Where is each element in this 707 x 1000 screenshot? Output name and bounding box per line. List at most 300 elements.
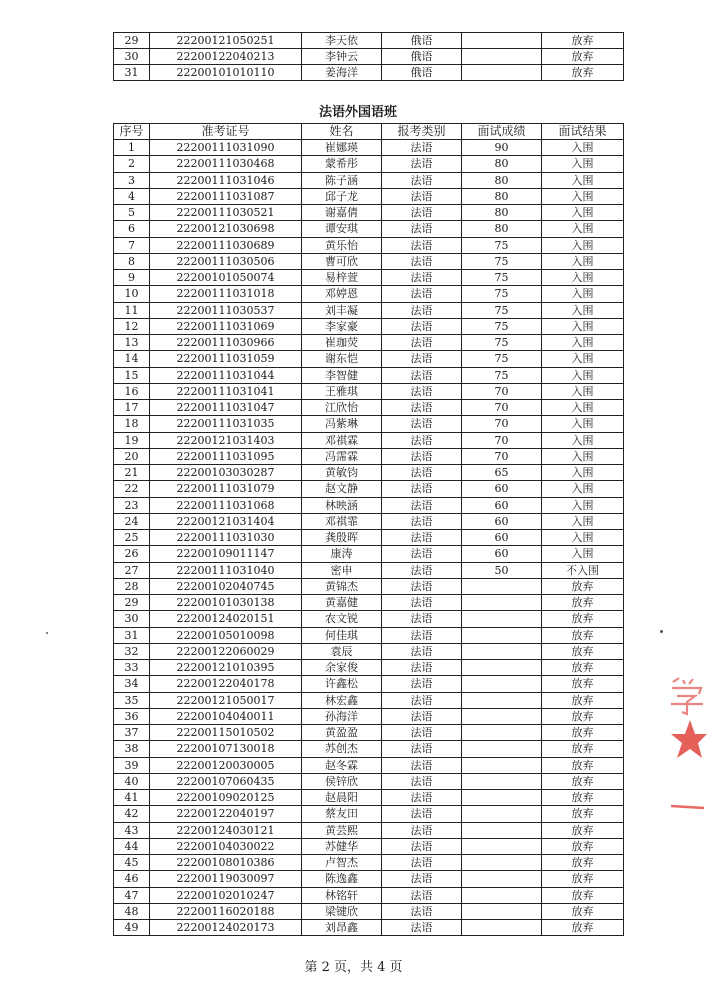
table-cell: 放弃 xyxy=(542,578,624,594)
table-row xyxy=(114,790,624,806)
table-cell: 黄敏钧 xyxy=(302,465,382,481)
table-cell xyxy=(462,643,542,659)
table-cell: 冯霈霖 xyxy=(302,448,382,464)
table-cell xyxy=(462,676,542,692)
table-cell: 22200111031035 xyxy=(150,416,302,432)
table-row xyxy=(114,903,624,919)
table-cell: 入围 xyxy=(542,172,624,188)
table-cell: 黄盈盈 xyxy=(302,725,382,741)
table-cell: 23 xyxy=(114,497,150,513)
table-cell: 赵晨阳 xyxy=(302,790,382,806)
table-cell: 法语 xyxy=(382,530,462,546)
table-cell: 32 xyxy=(114,643,150,659)
table-cell: 谢嘉倩 xyxy=(302,205,382,221)
table-cell xyxy=(462,595,542,611)
table-cell: 22200109011147 xyxy=(150,546,302,562)
table-cell: 22200122040197 xyxy=(150,806,302,822)
table-cell: 孙海洋 xyxy=(302,708,382,724)
table-cell: 22200111031044 xyxy=(150,367,302,383)
table-cell: 不入围 xyxy=(542,562,624,578)
table-cell: 邓婷恩 xyxy=(302,286,382,302)
table-cell: 放弃 xyxy=(542,920,624,936)
table-row xyxy=(114,448,624,464)
table-cell: 80 xyxy=(462,205,542,221)
table-cell: 60 xyxy=(462,546,542,562)
table-cell: 入围 xyxy=(542,432,624,448)
table-cell: 70 xyxy=(462,400,542,416)
table-cell: 8 xyxy=(114,253,150,269)
table-cell: 22200111031018 xyxy=(150,286,302,302)
french-class-results-table xyxy=(113,123,624,936)
table-cell: 法语 xyxy=(382,497,462,513)
table-cell xyxy=(462,692,542,708)
table-row xyxy=(114,676,624,692)
previous-section-table xyxy=(113,32,624,81)
table-cell: 法语 xyxy=(382,270,462,286)
table-cell: 入围 xyxy=(542,318,624,334)
table-cell: 17 xyxy=(114,400,150,416)
table-cell xyxy=(462,871,542,887)
table-cell: 李钟云 xyxy=(302,49,382,65)
table-cell: 法语 xyxy=(382,221,462,237)
table-cell: 80 xyxy=(462,221,542,237)
table-cell: 24 xyxy=(114,513,150,529)
table-row xyxy=(114,822,624,838)
table-row xyxy=(114,562,624,578)
table-cell: 22200116020188 xyxy=(150,903,302,919)
table-cell: 入围 xyxy=(542,513,624,529)
table-cell: 22200124020151 xyxy=(150,611,302,627)
table-cell: 22200121010395 xyxy=(150,660,302,676)
table-cell: 70 xyxy=(462,432,542,448)
table-cell: 33 xyxy=(114,660,150,676)
table-cell: 22200111031079 xyxy=(150,481,302,497)
table-cell: 入围 xyxy=(542,448,624,464)
table-cell: 75 xyxy=(462,237,542,253)
table-cell: 22200101030138 xyxy=(150,595,302,611)
table-row xyxy=(114,465,624,481)
table-cell: 余家俊 xyxy=(302,660,382,676)
table-cell: 法语 xyxy=(382,643,462,659)
table-cell: 法语 xyxy=(382,692,462,708)
table-cell: 法语 xyxy=(382,156,462,172)
table-row xyxy=(114,65,624,81)
official-seal-fragment xyxy=(669,676,707,722)
table-cell: 法语 xyxy=(382,205,462,221)
table-cell: 姜海洋 xyxy=(302,65,382,81)
table-cell: 谢东恺 xyxy=(302,351,382,367)
table-cell: 48 xyxy=(114,903,150,919)
table-cell: 22200101050074 xyxy=(150,270,302,286)
table-cell: 22200102040745 xyxy=(150,578,302,594)
table-cell: 22200105010098 xyxy=(150,627,302,643)
table-row xyxy=(114,237,624,253)
table-cell: 邓祺霖 xyxy=(302,432,382,448)
table-cell: 60 xyxy=(462,481,542,497)
table-row xyxy=(114,871,624,887)
table-cell: 27 xyxy=(114,562,150,578)
table-cell: 30 xyxy=(114,611,150,627)
table-row xyxy=(114,920,624,936)
table-cell: 放弃 xyxy=(542,65,624,81)
table-cell: 入围 xyxy=(542,351,624,367)
table-cell: 入围 xyxy=(542,286,624,302)
table-cell: 47 xyxy=(114,887,150,903)
table-cell: 法语 xyxy=(382,465,462,481)
table-cell: 22200111031068 xyxy=(150,497,302,513)
table-row xyxy=(114,513,624,529)
column-header: 报考类别 xyxy=(382,124,462,140)
table-cell: 法语 xyxy=(382,237,462,253)
table-cell: 29 xyxy=(114,595,150,611)
table-cell: 12 xyxy=(114,318,150,334)
table-cell: 放弃 xyxy=(542,708,624,724)
table-cell xyxy=(462,757,542,773)
table-cell: 入围 xyxy=(542,400,624,416)
table-cell: 9 xyxy=(114,270,150,286)
table-row xyxy=(114,660,624,676)
table-cell xyxy=(462,611,542,627)
table-cell: 林铭轩 xyxy=(302,887,382,903)
table-cell: 22200121031403 xyxy=(150,432,302,448)
table-cell: 放弃 xyxy=(542,806,624,822)
table-cell xyxy=(462,725,542,741)
table-cell: 75 xyxy=(462,286,542,302)
table-cell: 法语 xyxy=(382,383,462,399)
table-cell: 入围 xyxy=(542,270,624,286)
table-cell: 30 xyxy=(114,49,150,65)
table-cell xyxy=(462,660,542,676)
table-cell: 放弃 xyxy=(542,33,624,49)
table-row xyxy=(114,205,624,221)
table-cell: 法语 xyxy=(382,318,462,334)
table-cell: 入围 xyxy=(542,383,624,399)
table-cell: 林映涵 xyxy=(302,497,382,513)
table-cell: 45 xyxy=(114,855,150,871)
table-cell: 法语 xyxy=(382,790,462,806)
table-cell: 22200111030506 xyxy=(150,253,302,269)
table-cell: 刘昂鑫 xyxy=(302,920,382,936)
table-cell: 22200120030005 xyxy=(150,757,302,773)
table-cell: 放弃 xyxy=(542,692,624,708)
table-cell: 70 xyxy=(462,383,542,399)
table-cell: 入围 xyxy=(542,205,624,221)
table-cell: 22200104030022 xyxy=(150,838,302,854)
table-cell xyxy=(462,33,542,49)
table-cell: 22200108010386 xyxy=(150,855,302,871)
table-cell: 入围 xyxy=(542,156,624,172)
table-cell: 80 xyxy=(462,172,542,188)
table-cell: 放弃 xyxy=(542,822,624,838)
table-cell: 38 xyxy=(114,741,150,757)
scan-speck xyxy=(660,630,663,633)
table-cell: 林宏鑫 xyxy=(302,692,382,708)
table-cell: 22200102010247 xyxy=(150,887,302,903)
table-cell: 放弃 xyxy=(542,611,624,627)
table-cell xyxy=(462,806,542,822)
table-cell: 陈逸鑫 xyxy=(302,871,382,887)
table-cell xyxy=(462,49,542,65)
table-cell: 入围 xyxy=(542,335,624,351)
table-cell: 22200124030121 xyxy=(150,822,302,838)
table-row xyxy=(114,773,624,789)
table-cell: 梁键欣 xyxy=(302,903,382,919)
table-cell: 入围 xyxy=(542,416,624,432)
table-row xyxy=(114,33,624,49)
table-cell: 放弃 xyxy=(542,741,624,757)
table-cell: 36 xyxy=(114,708,150,724)
table-cell: 法语 xyxy=(382,253,462,269)
table-row xyxy=(114,806,624,822)
table-cell: 22200111030468 xyxy=(150,156,302,172)
table-cell: 22200101010110 xyxy=(150,65,302,81)
table-cell: 许鑫松 xyxy=(302,676,382,692)
column-header: 序号 xyxy=(114,124,150,140)
table-row xyxy=(114,188,624,204)
table-cell: 13 xyxy=(114,335,150,351)
table-row xyxy=(114,400,624,416)
table-cell: 75 xyxy=(462,302,542,318)
column-header: 面试成绩 xyxy=(462,124,542,140)
table-cell: 李智健 xyxy=(302,367,382,383)
table-cell: 入围 xyxy=(542,302,624,318)
table-cell: 法语 xyxy=(382,562,462,578)
table-cell: 22200124020173 xyxy=(150,920,302,936)
table-row xyxy=(114,481,624,497)
table-cell: 22200111030966 xyxy=(150,335,302,351)
table-cell xyxy=(462,741,542,757)
table-row xyxy=(114,172,624,188)
table-cell: 李家豪 xyxy=(302,318,382,334)
table-cell: 22200111031090 xyxy=(150,140,302,156)
table-cell: 赵冬霖 xyxy=(302,757,382,773)
table-cell: 苏健华 xyxy=(302,838,382,854)
table-cell: 49 xyxy=(114,920,150,936)
table-cell: 放弃 xyxy=(542,790,624,806)
table-cell: 65 xyxy=(462,465,542,481)
table-cell: 入围 xyxy=(542,497,624,513)
table-cell: 入围 xyxy=(542,530,624,546)
table-cell xyxy=(462,773,542,789)
table-cell: 22200115010502 xyxy=(150,725,302,741)
table-row xyxy=(114,416,624,432)
table-cell: 44 xyxy=(114,838,150,854)
table-row xyxy=(114,383,624,399)
table-cell xyxy=(462,822,542,838)
table-cell: 2 xyxy=(114,156,150,172)
table-header-row xyxy=(114,124,624,140)
table-cell: 放弃 xyxy=(542,773,624,789)
table-cell: 75 xyxy=(462,351,542,367)
table-row xyxy=(114,140,624,156)
table-cell: 60 xyxy=(462,530,542,546)
table-cell: 22200111031087 xyxy=(150,188,302,204)
table-cell: 75 xyxy=(462,335,542,351)
table-cell: 75 xyxy=(462,253,542,269)
table-cell: 法语 xyxy=(382,757,462,773)
table-cell: 22200111031059 xyxy=(150,351,302,367)
table-cell: 法语 xyxy=(382,546,462,562)
table-cell: 22200119030097 xyxy=(150,871,302,887)
table-cell: 法语 xyxy=(382,172,462,188)
table-row xyxy=(114,367,624,383)
table-cell: 22200111030537 xyxy=(150,302,302,318)
table-cell: 入围 xyxy=(542,188,624,204)
table-row xyxy=(114,757,624,773)
table-cell: 法语 xyxy=(382,822,462,838)
table-cell: 22200111031030 xyxy=(150,530,302,546)
table-row xyxy=(114,611,624,627)
table-cell: 法语 xyxy=(382,416,462,432)
table-cell: 法语 xyxy=(382,611,462,627)
table-cell: 22200111031095 xyxy=(150,448,302,464)
table-row xyxy=(114,578,624,594)
table-cell: 江欣怡 xyxy=(302,400,382,416)
table-cell: 法语 xyxy=(382,578,462,594)
table-cell: 3 xyxy=(114,172,150,188)
table-cell: 俄语 xyxy=(382,49,462,65)
table-cell xyxy=(462,578,542,594)
table-cell: 15 xyxy=(114,367,150,383)
table-cell: 放弃 xyxy=(542,49,624,65)
table-cell: 法语 xyxy=(382,773,462,789)
table-cell: 22200107060435 xyxy=(150,773,302,789)
table-cell: 黄乐怡 xyxy=(302,237,382,253)
table-cell: 法语 xyxy=(382,660,462,676)
table-cell: 侯锌欣 xyxy=(302,773,382,789)
table-cell: 法语 xyxy=(382,676,462,692)
table-cell: 法语 xyxy=(382,871,462,887)
table-cell: 放弃 xyxy=(542,871,624,887)
table-cell: 37 xyxy=(114,725,150,741)
table-cell: 22 xyxy=(114,481,150,497)
table-cell: 16 xyxy=(114,383,150,399)
table-cell: 陈子涵 xyxy=(302,172,382,188)
table-cell: 法语 xyxy=(382,513,462,529)
table-cell: 放弃 xyxy=(542,643,624,659)
table-cell: 29 xyxy=(114,33,150,49)
table-row xyxy=(114,351,624,367)
table-cell xyxy=(462,887,542,903)
table-cell: 入围 xyxy=(542,546,624,562)
table-cell: 法语 xyxy=(382,448,462,464)
table-cell: 34 xyxy=(114,676,150,692)
table-cell: 22200111031040 xyxy=(150,562,302,578)
table-cell: 法语 xyxy=(382,188,462,204)
table-row xyxy=(114,708,624,724)
table-cell: 22200121050251 xyxy=(150,33,302,49)
table-cell: 入围 xyxy=(542,140,624,156)
table-row xyxy=(114,725,624,741)
column-header: 准考证号 xyxy=(150,124,302,140)
table-cell: 黄芸熙 xyxy=(302,822,382,838)
table-cell: 22200107130018 xyxy=(150,741,302,757)
table-cell: 31 xyxy=(114,65,150,81)
table-cell: 俄语 xyxy=(382,65,462,81)
table-row xyxy=(114,887,624,903)
table-row xyxy=(114,595,624,611)
table-cell: 放弃 xyxy=(542,903,624,919)
table-cell: 法语 xyxy=(382,595,462,611)
table-cell: 法语 xyxy=(382,481,462,497)
table-cell: 14 xyxy=(114,351,150,367)
table-cell: 法语 xyxy=(382,627,462,643)
table-cell: 22200111031041 xyxy=(150,383,302,399)
table-cell: 法语 xyxy=(382,302,462,318)
table-cell: 法语 xyxy=(382,920,462,936)
table-row xyxy=(114,221,624,237)
table-cell: 80 xyxy=(462,188,542,204)
table-cell: 31 xyxy=(114,627,150,643)
table-cell: 1 xyxy=(114,140,150,156)
table-cell xyxy=(462,708,542,724)
seal-arc-icon xyxy=(668,800,707,820)
table-cell: 苏创杰 xyxy=(302,741,382,757)
table-row xyxy=(114,253,624,269)
table-cell: 22200121030698 xyxy=(150,221,302,237)
table-cell: 60 xyxy=(462,497,542,513)
table-cell: 放弃 xyxy=(542,757,624,773)
table-cell xyxy=(462,903,542,919)
table-cell: 22200122040178 xyxy=(150,676,302,692)
table-cell: 法语 xyxy=(382,367,462,383)
table-cell: 22200111031069 xyxy=(150,318,302,334)
table-cell: 放弃 xyxy=(542,725,624,741)
table-cell: 50 xyxy=(462,562,542,578)
table-cell: 26 xyxy=(114,546,150,562)
table-cell: 邱子龙 xyxy=(302,188,382,204)
table-cell: 放弃 xyxy=(542,676,624,692)
table-cell: 崔珈荧 xyxy=(302,335,382,351)
table-row xyxy=(114,643,624,659)
table-row xyxy=(114,741,624,757)
table-row xyxy=(114,546,624,562)
table-cell: 放弃 xyxy=(542,660,624,676)
table-cell: 农文锐 xyxy=(302,611,382,627)
table-cell: 赵文静 xyxy=(302,481,382,497)
table-cell: 谭安琪 xyxy=(302,221,382,237)
seal-text-icon xyxy=(669,676,707,716)
table-cell: 李天依 xyxy=(302,33,382,49)
table-row xyxy=(114,838,624,854)
table-cell: 22200111030689 xyxy=(150,237,302,253)
table-cell: 曹可欣 xyxy=(302,253,382,269)
table-cell: 法语 xyxy=(382,855,462,871)
table-cell: 黄嘉健 xyxy=(302,595,382,611)
table-cell: 22200121031404 xyxy=(150,513,302,529)
table-cell: 11 xyxy=(114,302,150,318)
table-cell: 邓祺霏 xyxy=(302,513,382,529)
table-cell: 龚殷晖 xyxy=(302,530,382,546)
table-cell: 放弃 xyxy=(542,627,624,643)
table-cell: 放弃 xyxy=(542,855,624,871)
table-row xyxy=(114,530,624,546)
table-row xyxy=(114,627,624,643)
table-cell: 放弃 xyxy=(542,595,624,611)
table-cell: 法语 xyxy=(382,400,462,416)
table-cell: 25 xyxy=(114,530,150,546)
table-cell xyxy=(462,790,542,806)
table-cell: 法语 xyxy=(382,806,462,822)
table-cell: 法语 xyxy=(382,286,462,302)
table-cell: 法语 xyxy=(382,725,462,741)
table-cell: 22200109020125 xyxy=(150,790,302,806)
table-cell: 22200104040011 xyxy=(150,708,302,724)
table-cell: 80 xyxy=(462,156,542,172)
table-cell: 放弃 xyxy=(542,838,624,854)
table-cell: 75 xyxy=(462,367,542,383)
table-cell: 密申 xyxy=(302,562,382,578)
